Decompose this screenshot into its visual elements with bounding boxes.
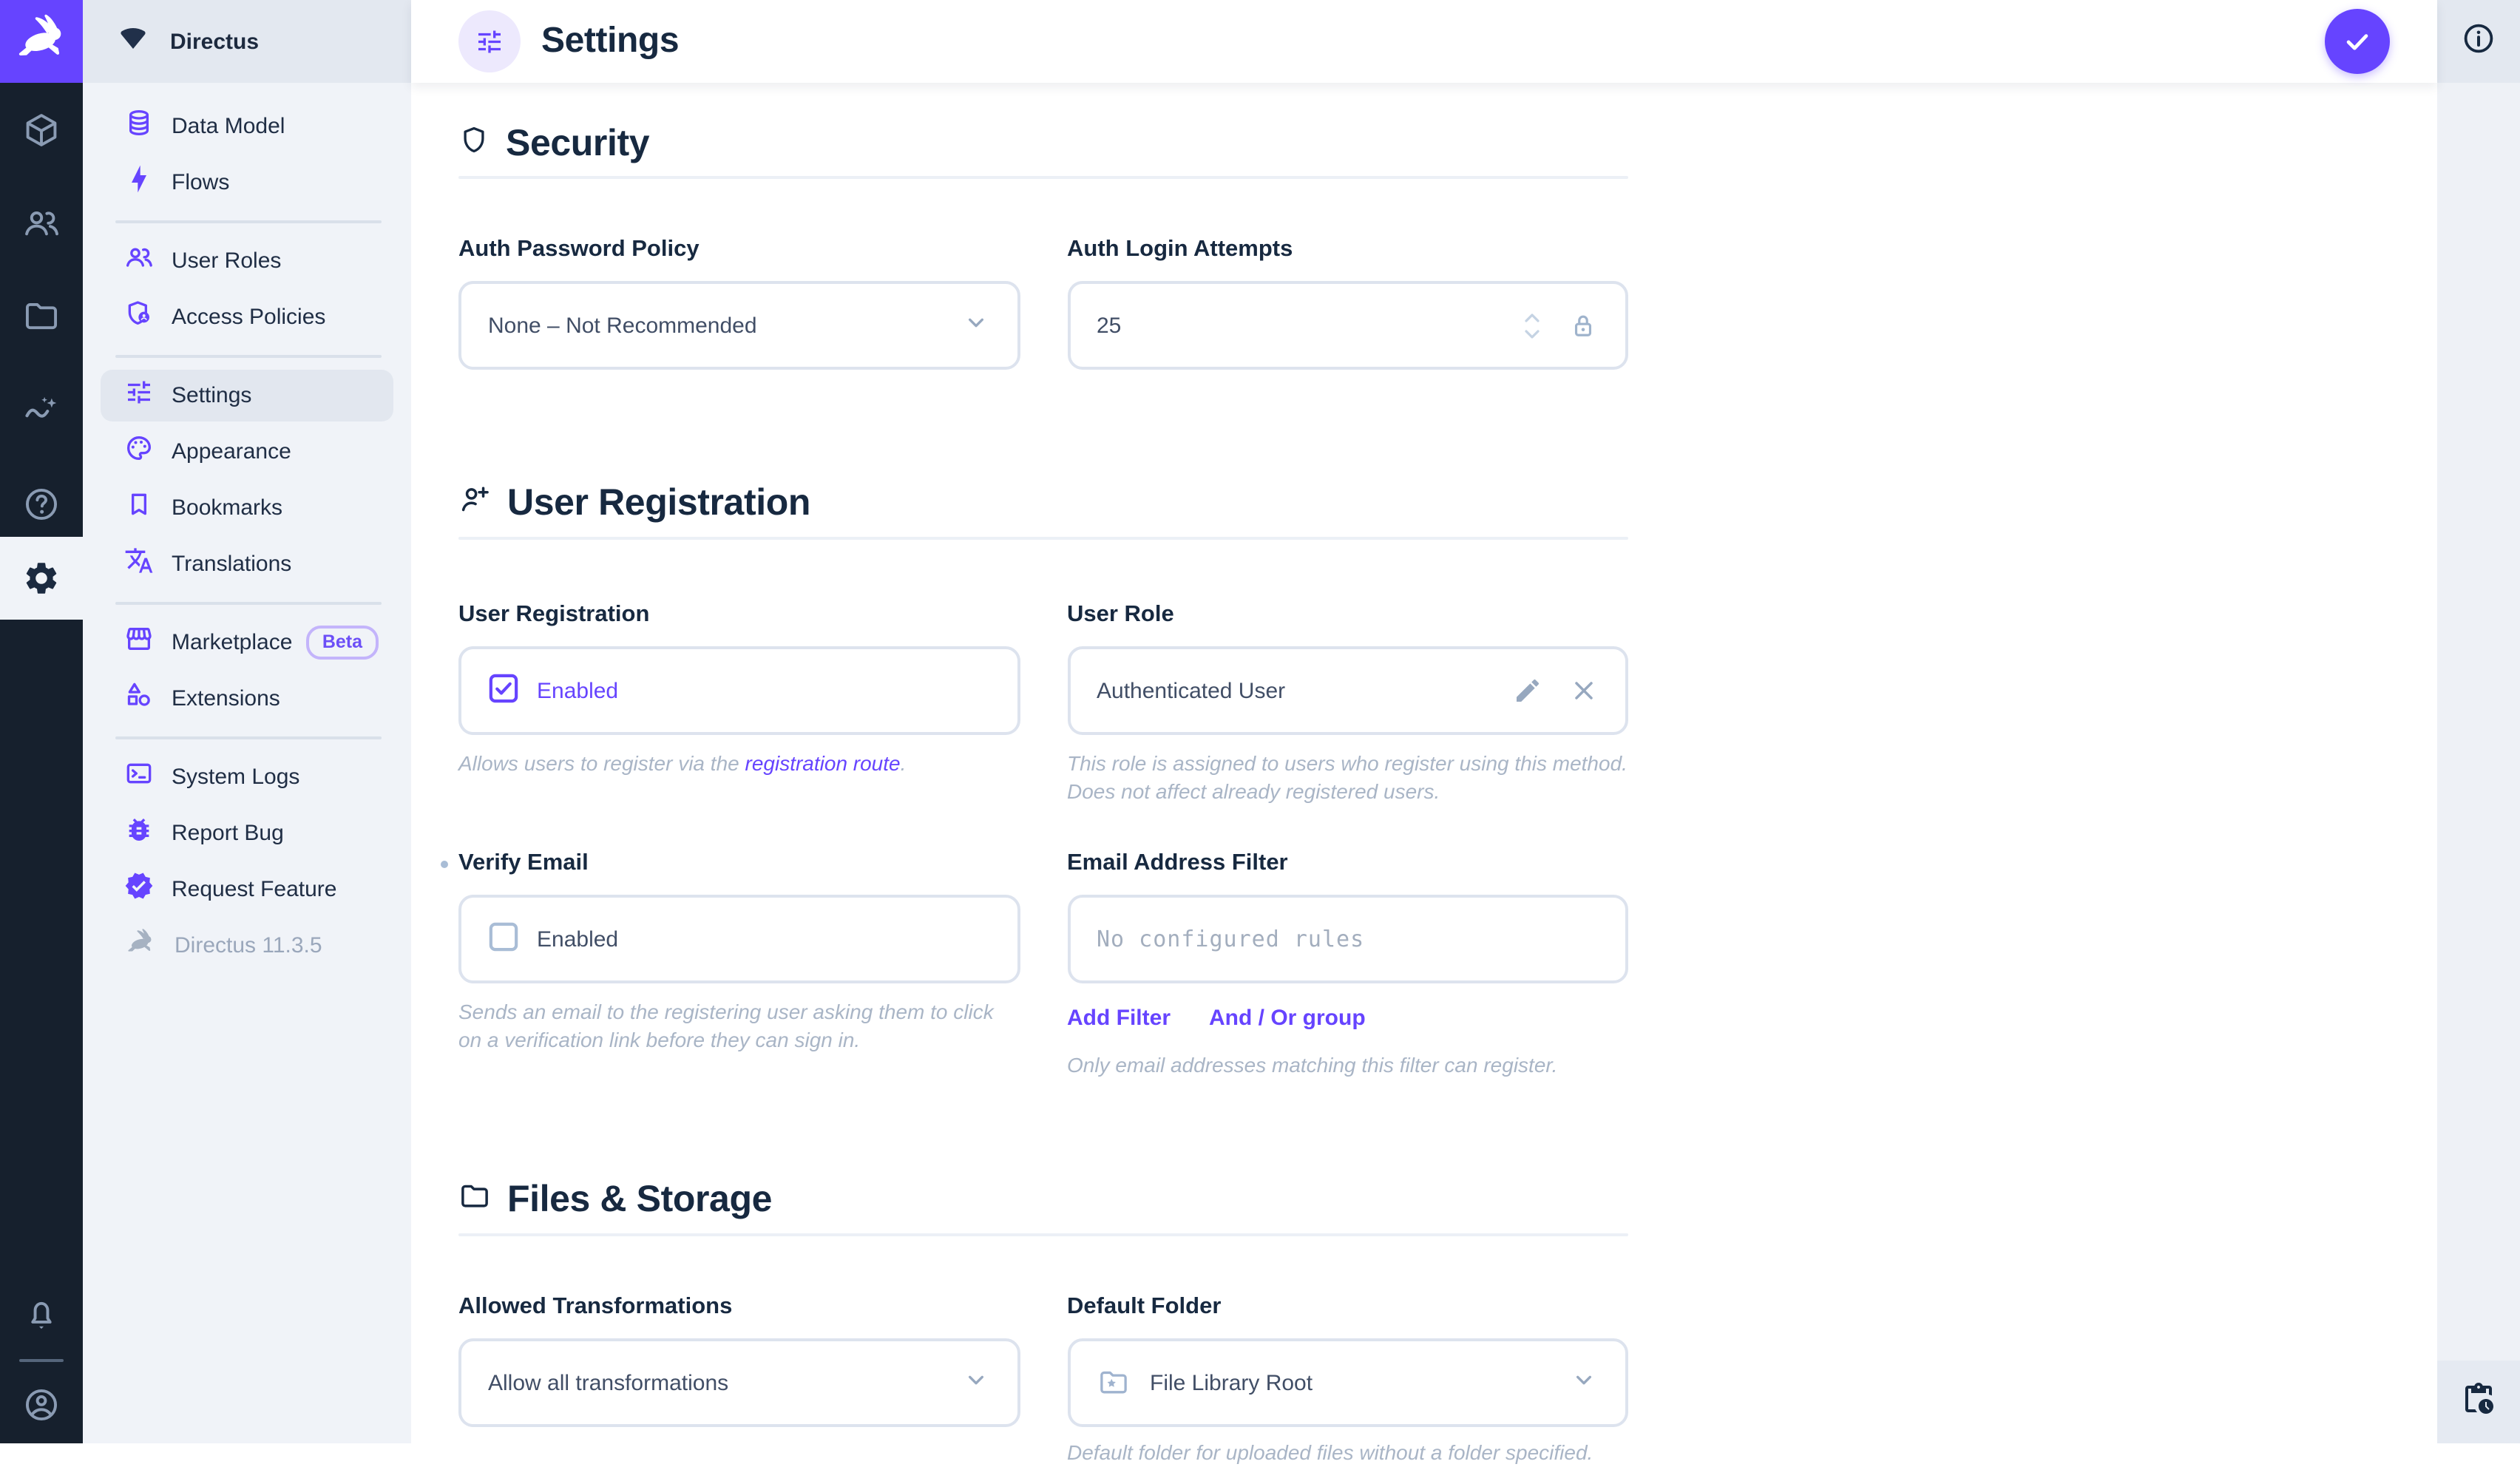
storefront-icon [124, 624, 154, 661]
bolt-icon [124, 164, 154, 201]
chevron-down-icon [961, 308, 990, 343]
section-security [458, 124, 1628, 163]
sidebar-item-report-bug[interactable] [101, 807, 393, 859]
section-title: User Registration [507, 482, 810, 524]
settings-form-scroll[interactable] [411, 83, 2437, 1464]
right-sidebar-body [2437, 83, 2520, 1361]
lock-icon [1568, 310, 1599, 341]
note-text: . [900, 751, 907, 775]
filter-actions [1067, 1004, 1628, 1034]
users-module-icon[interactable] [22, 204, 61, 243]
field-user-role [1067, 599, 1628, 806]
right-sidebar [2437, 0, 2520, 1443]
user-avatar-icon[interactable] [22, 1386, 61, 1424]
field-note [458, 750, 1020, 778]
field-label: User Registration [458, 602, 650, 627]
project-fan-icon [115, 20, 151, 63]
version-label: Directus 11.3.5 [175, 933, 322, 958]
checkbox-checked-icon[interactable] [488, 672, 519, 709]
sidebar-item-bookmarks[interactable] [101, 482, 393, 534]
main-area [411, 0, 2437, 1464]
revisions-sidebar-toggle[interactable] [2437, 1361, 2520, 1443]
field-label: Default Folder [1067, 1294, 1222, 1319]
section-title: Security [506, 122, 650, 163]
field-note: Default folder for uploaded files without a folder specified. [1067, 1440, 1593, 1464]
folder-special-icon [1097, 1366, 1129, 1399]
section-divider [458, 537, 1628, 540]
sidebar-item-label: Data Model [172, 114, 285, 139]
bug-icon [124, 815, 154, 852]
sidebar-item-translations[interactable] [101, 538, 393, 590]
checkbox-label: Enabled [537, 678, 619, 703]
directus-rabbit-icon [12, 8, 71, 75]
page-header [411, 0, 2437, 83]
auth-password-policy-select[interactable] [458, 281, 1020, 370]
bookmark-icon [124, 489, 154, 526]
verified-icon [124, 871, 154, 908]
chevron-down-icon [1569, 1365, 1599, 1400]
person-add-icon [458, 484, 491, 524]
field-label: Auth Login Attempts [1067, 237, 1293, 262]
chevron-down-icon [961, 1365, 990, 1400]
section-divider [458, 176, 1628, 179]
field-label: Email Address Filter [1067, 850, 1288, 875]
folder-icon [458, 1180, 491, 1220]
project-header[interactable] [83, 0, 411, 83]
note-text: Allows users to register via the [458, 751, 745, 775]
sidebar-item-settings[interactable] [101, 370, 393, 421]
sidebar-item-label: Bookmarks [172, 495, 283, 521]
module-bar [0, 0, 83, 1443]
field-email-address-filter [1067, 847, 1628, 1080]
sidebar-item-label: Settings [172, 383, 252, 408]
nav-divider [115, 602, 382, 605]
sidebar-item-label: Appearance [172, 439, 291, 464]
auth-login-attempts-input[interactable] [1067, 281, 1628, 370]
user-role-value: Authenticated User [1097, 678, 1286, 703]
settings-header-icon [458, 10, 521, 72]
settings-module-icon[interactable] [22, 559, 61, 597]
edit-pencil-icon[interactable] [1513, 676, 1542, 705]
sidebar-item-user-roles[interactable] [101, 235, 393, 287]
beta-badge: Beta [306, 626, 379, 660]
select-value: File Library Root [1150, 1370, 1313, 1395]
directus-rabbit-icon [124, 926, 157, 966]
field-label: Auth Password Policy [458, 237, 700, 262]
insights-module-icon[interactable] [22, 390, 61, 429]
sidebar-item-access-policies[interactable] [101, 291, 393, 343]
field-label-text: Verify Email [458, 850, 589, 875]
sidebar-item-extensions[interactable] [101, 673, 393, 725]
sidebar-item-label: User Roles [172, 248, 282, 274]
field-user-registration [458, 599, 1020, 806]
palette-icon [124, 433, 154, 470]
field-note: Only email addresses matching this filter can register. [1067, 1053, 1558, 1077]
field-auth-login-attempts [1067, 234, 1628, 370]
help-module-icon[interactable] [22, 485, 61, 524]
tune-icon [124, 377, 154, 414]
field-note: This role is assigned to users who register using this method. Does not affect already registered users. [1067, 751, 1628, 803]
section-title: Files & Storage [507, 1179, 772, 1220]
sidebar-item-system-logs[interactable] [101, 751, 393, 803]
nav-list [83, 83, 411, 976]
content-module-icon[interactable] [22, 111, 61, 149]
sidebar-item-label: Access Policies [172, 305, 326, 330]
pending-actions-icon [2461, 1380, 2496, 1423]
section-divider [458, 1233, 1628, 1236]
nav-sidebar [83, 0, 411, 1443]
user-registration-toggle[interactable] [458, 646, 1020, 735]
sidebar-item-appearance[interactable] [101, 426, 393, 478]
email-filter-box[interactable] [1067, 895, 1628, 983]
field-auth-password-policy [458, 234, 1020, 370]
sidebar-item-flows[interactable] [101, 157, 393, 209]
sidebar-item-label: Report Bug [172, 821, 284, 846]
project-name: Directus [170, 29, 260, 54]
registration-route-link[interactable]: registration route [745, 751, 901, 775]
users-icon [124, 243, 154, 279]
module-bar-divider [19, 1359, 64, 1362]
section-user-registration [458, 484, 1628, 524]
checkbox-label: Enabled [537, 926, 619, 952]
terminal-icon [124, 759, 154, 796]
shield-icon [458, 124, 490, 163]
files-module-icon[interactable] [22, 297, 61, 336]
notifications-bell-icon[interactable] [22, 1295, 61, 1334]
page-title: Settings [541, 21, 680, 61]
settings-form [458, 124, 1628, 1467]
sidebar-item-label: Translations [172, 552, 292, 577]
select-value: None – Not Recommended [488, 313, 757, 338]
section-files-storage [458, 1180, 1628, 1220]
directus-logo[interactable] [0, 0, 83, 83]
sidebar-item-label: Flows [172, 170, 230, 195]
field-label [458, 847, 1020, 880]
and-or-group-button[interactable]: And / Or group [1209, 1004, 1366, 1034]
info-icon [2461, 20, 2496, 63]
sidebar-item-label: Extensions [172, 686, 280, 711]
number-stepper[interactable] [1523, 311, 1541, 339]
shield-user-icon [124, 299, 154, 336]
translate-icon [124, 546, 154, 583]
sidebar-item-data-model[interactable] [101, 101, 393, 152]
field-allowed-transformations [458, 1291, 1020, 1467]
shapes-icon [124, 680, 154, 717]
sidebar-item-label: Request Feature [172, 877, 337, 902]
verify-email-toggle[interactable] [458, 895, 1020, 983]
user-role-input[interactable] [1067, 646, 1628, 735]
allowed-transformations-select[interactable] [458, 1338, 1020, 1427]
checkbox-unchecked-icon[interactable] [488, 921, 519, 958]
input-value: 25 [1097, 313, 1122, 338]
sidebar-item-label: Marketplace [172, 630, 293, 655]
nav-divider [115, 220, 382, 223]
info-sidebar-toggle[interactable] [2437, 0, 2520, 83]
nav-divider [115, 736, 382, 739]
default-folder-select[interactable] [1067, 1338, 1628, 1427]
clear-x-icon[interactable] [1569, 676, 1599, 705]
select-value: Allow all transformations [488, 1370, 729, 1395]
field-label: Allowed Transformations [458, 1294, 733, 1319]
modified-dot [441, 861, 448, 868]
field-label: User Role [1067, 602, 1174, 627]
database-icon [124, 108, 154, 145]
sidebar-item-label: System Logs [172, 765, 300, 790]
add-filter-button[interactable]: Add Filter [1067, 1004, 1171, 1034]
sidebar-item-marketplace[interactable] [101, 617, 393, 668]
field-note: Sends an email to the registering user asking them to click on a verification link before they can sign in. [458, 1000, 994, 1051]
sidebar-item-version[interactable] [101, 920, 393, 972]
save-button[interactable] [2325, 9, 2390, 74]
filter-placeholder: No configured rules [1097, 926, 1365, 952]
sidebar-item-request-feature[interactable] [101, 864, 393, 915]
field-verify-email [458, 847, 1020, 1080]
nav-divider [115, 355, 382, 358]
field-default-folder [1067, 1291, 1628, 1467]
